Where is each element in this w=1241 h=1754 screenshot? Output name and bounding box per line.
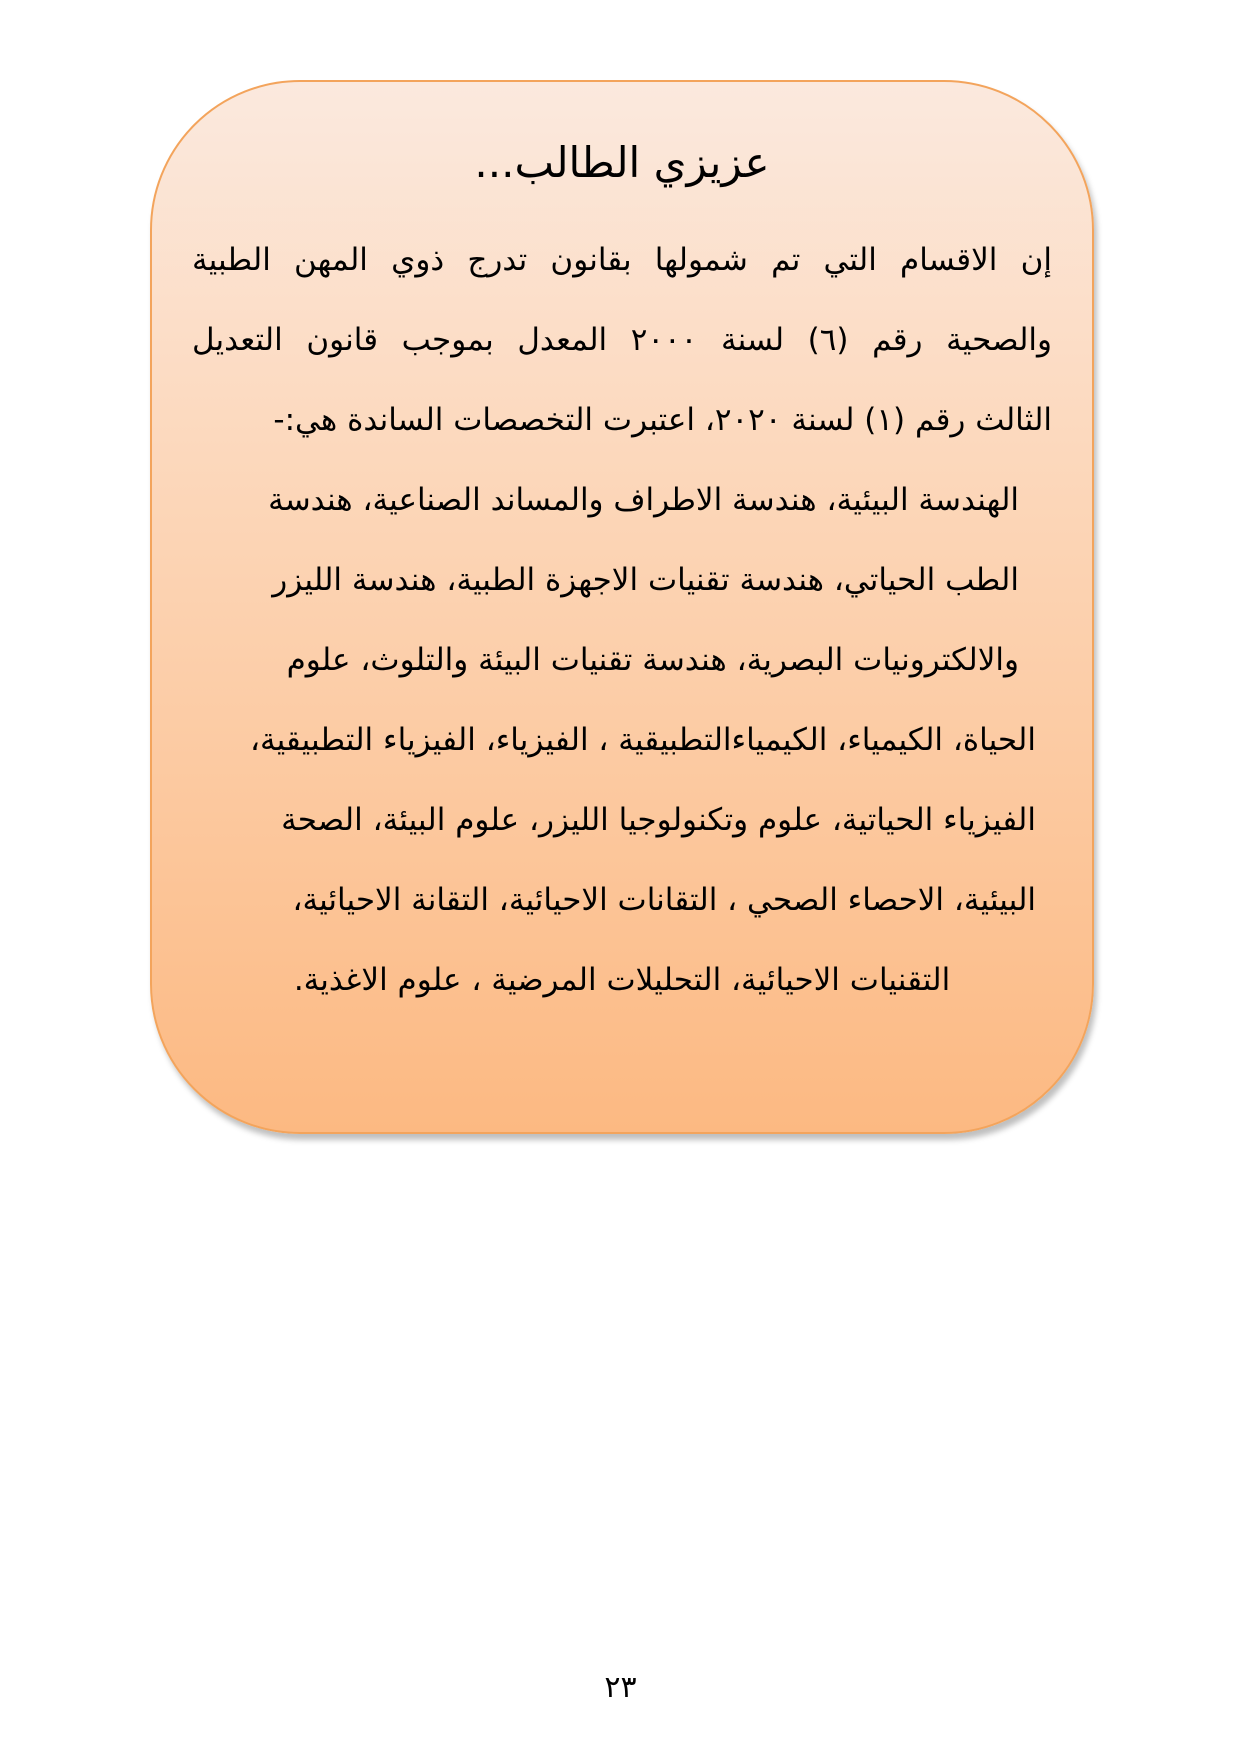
paragraph-line: الطب الحياتي، هندسة تقنيات الاجهزة الطبية، هندسة الليزر [272, 562, 1019, 598]
paragraph-line: والالكترونيات البصرية، هندسة تقنيات البيئة والتلوث، علوم [286, 642, 1019, 678]
paragraph-line: إن الاقسام التي تم شمولها بقانون تدرج ذوي المهن الطبية [192, 242, 1052, 278]
paragraph-line: والصحية رقم (٦) لسنة ٢٠٠٠ المعدل بموجب قانون التعديل [192, 322, 1052, 358]
paragraph-line: الثالث رقم (١) لسنة ٢٠٢٠، اعتبرت التخصصات الساندة هي:- [273, 402, 1052, 438]
paragraph-line: البيئية، الاحصاء الصحي ، التقانات الاحيائية، التقانة الاحيائية، [292, 882, 1036, 918]
card-title: عزيزي الطالب... [474, 138, 770, 187]
paragraph-line: الهندسة البيئية، هندسة الاطراف والمساند الصناعية، هندسة [268, 482, 1019, 518]
paragraph-line: الحياة، الكيمياء، الكيمياءالتطبيقية ، الفيزياء، الفيزياء التطبيقية، [249, 722, 1036, 758]
card-body [150, 220, 1094, 1020]
paragraph-line: الفيزياء الحياتية، علوم وتكنولوجيا الليزر، علوم البيئة، الصحة [281, 802, 1036, 838]
page-number: ٢٣ [604, 1670, 637, 1705]
paragraph-line: التقنيات الاحيائية، التحليلات المرضية ، علوم الاغذية. [293, 962, 951, 998]
